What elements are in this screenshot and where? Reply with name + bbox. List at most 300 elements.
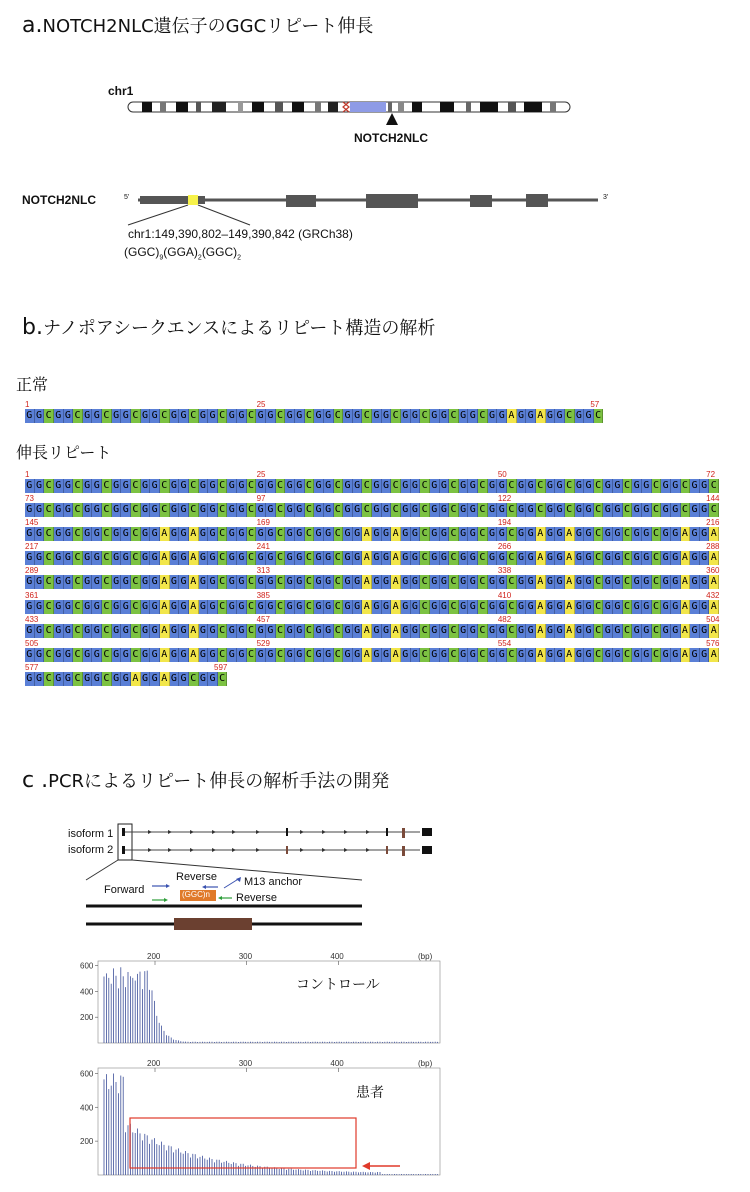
base-G: G [324,503,334,517]
base-A: A [681,600,691,614]
base-G: G [555,503,565,517]
base-A: A [709,551,719,565]
base-C: C [73,503,83,517]
patient-electropherogram [0,1060,750,1185]
base-A: A [565,527,575,541]
base-G: G [170,575,180,589]
expanded-position-number: 433 [25,614,39,624]
base-G: G [179,409,189,423]
base-G: G [382,648,392,662]
base-G: G [430,575,440,589]
base-C: C [536,479,546,493]
control-label: コントロール [296,976,380,992]
base-G: G [54,648,64,662]
base-G: G [199,600,209,614]
base-G: G [613,575,623,589]
base-G: G [179,503,189,517]
base-G: G [575,409,585,423]
base-G: G [208,479,218,493]
base-C: C [594,600,604,614]
base-G: G [314,624,324,638]
base-G: G [459,575,469,589]
base-C: C [478,479,488,493]
base-G: G [642,551,652,565]
base-C: C [449,527,459,541]
base-G: G [613,624,623,638]
base-G: G [64,551,74,565]
expanded-position-number: 145 [25,518,39,528]
base-G: G [150,648,160,662]
x-tick-label: 300 [238,953,253,961]
base-G: G [517,409,527,423]
base-G: G [295,551,305,565]
base-G: G [64,527,74,541]
base-G: G [488,503,498,517]
base-G: G [459,624,469,638]
base-G: G [170,527,180,541]
base-C: C [218,575,228,589]
base-G: G [575,551,585,565]
base-G: G [690,527,700,541]
base-G: G [112,503,122,517]
base-G: G [661,551,671,565]
base-G: G [150,672,160,686]
base-G: G [324,575,334,589]
base-G: G [546,503,556,517]
base-G: G [555,575,565,589]
base-G: G [170,503,180,517]
base-G: G [382,479,392,493]
base-G: G [517,600,527,614]
repeat-box-label: (GGC)n [182,890,210,899]
base-C: C [247,624,257,638]
base-C: C [218,409,228,423]
base-C: C [276,551,286,565]
base-C: C [594,527,604,541]
base-G: G [112,600,122,614]
base-A: A [709,648,719,662]
base-A: A [160,551,170,565]
base-A: A [189,575,199,589]
base-G: G [285,503,295,517]
base-G: G [555,551,565,565]
base-G: G [208,600,218,614]
base-G: G [632,479,642,493]
base-G: G [468,409,478,423]
base-C: C [594,648,604,662]
expanded-position-number: 576 [706,638,720,648]
base-G: G [526,600,536,614]
base-G: G [488,648,498,662]
base-G: G [372,575,382,589]
base-G: G [324,409,334,423]
base-G: G [372,551,382,565]
base-G: G [25,624,35,638]
base-C: C [449,409,459,423]
base-G: G [324,551,334,565]
base-C: C [565,503,575,517]
base-C: C [102,672,112,686]
base-G: G [411,479,421,493]
base-G: G [141,409,151,423]
base-C: C [478,527,488,541]
base-G: G [256,551,266,565]
base-G: G [35,551,45,565]
base-C: C [247,648,257,662]
base-G: G [440,479,450,493]
base-G: G [64,624,74,638]
base-G: G [517,624,527,638]
section-b-title-text: ナノポアシークエンスによるリピート構造の解析 [42,318,436,339]
base-G: G [700,527,710,541]
base-G: G [83,624,93,638]
base-A: A [189,648,199,662]
base-C: C [305,600,315,614]
base-G: G [546,551,556,565]
base-G: G [401,624,411,638]
base-G: G [575,503,585,517]
base-G: G [112,575,122,589]
base-C: C [478,503,488,517]
base-G: G [430,479,440,493]
base-G: G [266,624,276,638]
base-G: G [584,575,594,589]
section-b-title [22,314,435,340]
expanded-position-number: 597 [214,662,228,672]
base-G: G [83,479,93,493]
expanded-position-number: 360 [706,566,720,576]
base-C: C [218,648,228,662]
base-G: G [35,672,45,686]
base-G: G [430,527,440,541]
base-G: G [208,503,218,517]
expanded-sequence-row [25,479,719,493]
base-G: G [35,600,45,614]
base-G: G [459,600,469,614]
base-G: G [468,624,478,638]
base-A: A [160,527,170,541]
base-G: G [488,624,498,638]
gene-label: NOTCH2NLC [22,193,96,207]
section-a-letter: a. [22,13,43,38]
base-C: C [160,409,170,423]
base-G: G [690,575,700,589]
base-G: G [526,479,536,493]
patient-label: 患者 [356,1084,384,1100]
expanded-position-number: 50 [497,470,507,479]
base-G: G [671,479,681,493]
base-G: G [121,527,131,541]
base-C: C [594,409,604,423]
base-C: C [420,600,430,614]
base-G: G [613,648,623,662]
base-C: C [102,551,112,565]
base-A: A [391,648,401,662]
base-G: G [353,624,363,638]
base-C: C [44,551,54,565]
base-G: G [227,503,237,517]
base-G: G [517,503,527,517]
expanded-position-number: 313 [256,566,270,576]
base-G: G [546,479,556,493]
base-G: G [92,527,102,541]
base-G: G [700,479,710,493]
base-C: C [218,503,228,517]
base-G: G [459,551,469,565]
base-G: G [208,575,218,589]
base-A: A [160,672,170,686]
base-C: C [73,527,83,541]
base-G: G [353,503,363,517]
base-G: G [179,648,189,662]
base-G: G [497,600,507,614]
base-G: G [353,527,363,541]
base-G: G [256,409,266,423]
base-G: G [382,600,392,614]
base-G: G [199,479,209,493]
base-G: G [632,575,642,589]
base-G: G [83,551,93,565]
isoform2-label: isoform 2 [68,844,114,856]
base-G: G [526,409,536,423]
base-C: C [189,479,199,493]
base-C: C [131,409,141,423]
base-G: G [661,624,671,638]
base-G: G [150,575,160,589]
base-C: C [131,600,141,614]
expanded-position-number: 385 [256,590,270,600]
x-tick-label: 200 [147,953,161,961]
base-C: C [44,624,54,638]
base-G: G [459,503,469,517]
base-G: G [25,503,35,517]
base-C: C [73,600,83,614]
base-G: G [526,527,536,541]
base-C: C [247,409,257,423]
base-G: G [295,527,305,541]
base-G: G [353,648,363,662]
base-G: G [372,409,382,423]
x-tick-label: 400 [330,953,344,961]
base-G: G [92,600,102,614]
expanded-position-number: 194 [497,518,512,528]
base-G: G [632,600,642,614]
base-C: C [507,600,517,614]
base-G: G [227,551,237,565]
base-G: G [141,551,151,565]
base-G: G [401,575,411,589]
base-C: C [218,551,228,565]
base-G: G [25,479,35,493]
base-G: G [584,648,594,662]
base-G: G [54,503,64,517]
base-G: G [208,624,218,638]
base-G: G [700,624,710,638]
base-C: C [102,648,112,662]
base-G: G [285,648,295,662]
base-C: C [449,503,459,517]
base-G: G [642,648,652,662]
base-G: G [411,551,421,565]
base-C: C [218,624,228,638]
base-A: A [536,648,546,662]
base-G: G [208,648,218,662]
base-A: A [681,648,691,662]
base-A: A [565,575,575,589]
base-G: G [382,575,392,589]
expanded-position-number: 73 [25,494,34,504]
base-C: C [420,575,430,589]
base-G: G [575,479,585,493]
base-C: C [218,600,228,614]
base-G: G [83,648,93,662]
base-G: G [700,648,710,662]
base-C: C [102,624,112,638]
base-G: G [440,527,450,541]
base-G: G [266,409,276,423]
base-C: C [247,503,257,517]
base-G: G [546,575,556,589]
base-G: G [526,575,536,589]
expanded-position-number: 144 [706,494,720,504]
base-G: G [603,575,613,589]
base-G: G [372,648,382,662]
base-G: G [343,527,353,541]
expanded-position-number: 554 [497,638,512,648]
bp-unit-label: (bp) [418,1060,433,1068]
base-G: G [237,479,247,493]
base-G: G [199,672,209,686]
base-G: G [227,575,237,589]
expanded-position-number: 410 [497,590,512,600]
base-C: C [305,551,315,565]
base-G: G [661,527,671,541]
base-C: C [594,624,604,638]
base-C: C [449,479,459,493]
base-C: C [160,503,170,517]
base-G: G [584,409,594,423]
base-G: G [35,527,45,541]
base-G: G [671,503,681,517]
base-G: G [179,527,189,541]
base-G: G [170,409,180,423]
base-G: G [141,503,151,517]
base-G: G [112,648,122,662]
base-G: G [430,409,440,423]
base-C: C [247,551,257,565]
base-G: G [227,527,237,541]
base-G: G [199,527,209,541]
base-C: C [391,409,401,423]
base-G: G [411,409,421,423]
base-G: G [35,575,45,589]
base-C: C [131,479,141,493]
base-G: G [700,551,710,565]
base-G: G [199,624,209,638]
base-G: G [237,648,247,662]
base-C: C [623,479,633,493]
base-A: A [391,551,401,565]
base-C: C [594,551,604,565]
base-C: C [507,551,517,565]
base-G: G [555,527,565,541]
base-C: C [276,409,286,423]
expanded-position-number: 217 [25,542,39,552]
base-G: G [324,624,334,638]
base-C: C [276,479,286,493]
base-C: C [189,503,199,517]
base-G: G [54,527,64,541]
base-C: C [305,479,315,493]
base-G: G [314,551,324,565]
base-G: G [440,409,450,423]
base-C: C [507,527,517,541]
base-G: G [25,575,35,589]
base-C: C [44,409,54,423]
normal-label: 正常 [16,375,49,394]
base-C: C [276,575,286,589]
base-G: G [411,503,421,517]
base-C: C [709,479,719,493]
base-G: G [603,648,613,662]
coord-text: chr1:149,390,802–149,390,842 (GRCh38) [128,227,353,241]
base-C: C [44,648,54,662]
base-G: G [613,503,623,517]
base-C: C [305,527,315,541]
base-C: C [449,600,459,614]
expanded-position-number: 1 [25,470,30,479]
base-G: G [324,648,334,662]
base-G: G [468,503,478,517]
base-C: C [44,600,54,614]
base-G: G [199,551,209,565]
base-G: G [671,575,681,589]
reverse-bottom-label: Reverse [236,892,277,904]
base-C: C [305,575,315,589]
normal-position-number: 57 [590,400,600,409]
base-G: G [92,503,102,517]
base-C: C [305,503,315,517]
base-G: G [430,624,440,638]
base-G: G [440,551,450,565]
base-G: G [256,527,266,541]
base-G: G [411,600,421,614]
base-C: C [478,551,488,565]
expanded-position-number: 457 [256,614,270,624]
expanded-position-number: 361 [25,590,39,600]
base-G: G [642,479,652,493]
base-G: G [170,624,180,638]
base-G: G [92,409,102,423]
base-G: G [382,503,392,517]
base-G: G [208,409,218,423]
base-G: G [227,479,237,493]
base-G: G [382,624,392,638]
base-G: G [112,672,122,686]
base-G: G [54,575,64,589]
base-G: G [237,551,247,565]
base-G: G [613,527,623,541]
base-C: C [391,479,401,493]
base-G: G [440,575,450,589]
base-G: G [690,479,700,493]
base-G: G [256,600,266,614]
base-G: G [661,575,671,589]
base-G: G [83,600,93,614]
base-C: C [623,551,633,565]
base-G: G [411,624,421,638]
base-C: C [160,479,170,493]
